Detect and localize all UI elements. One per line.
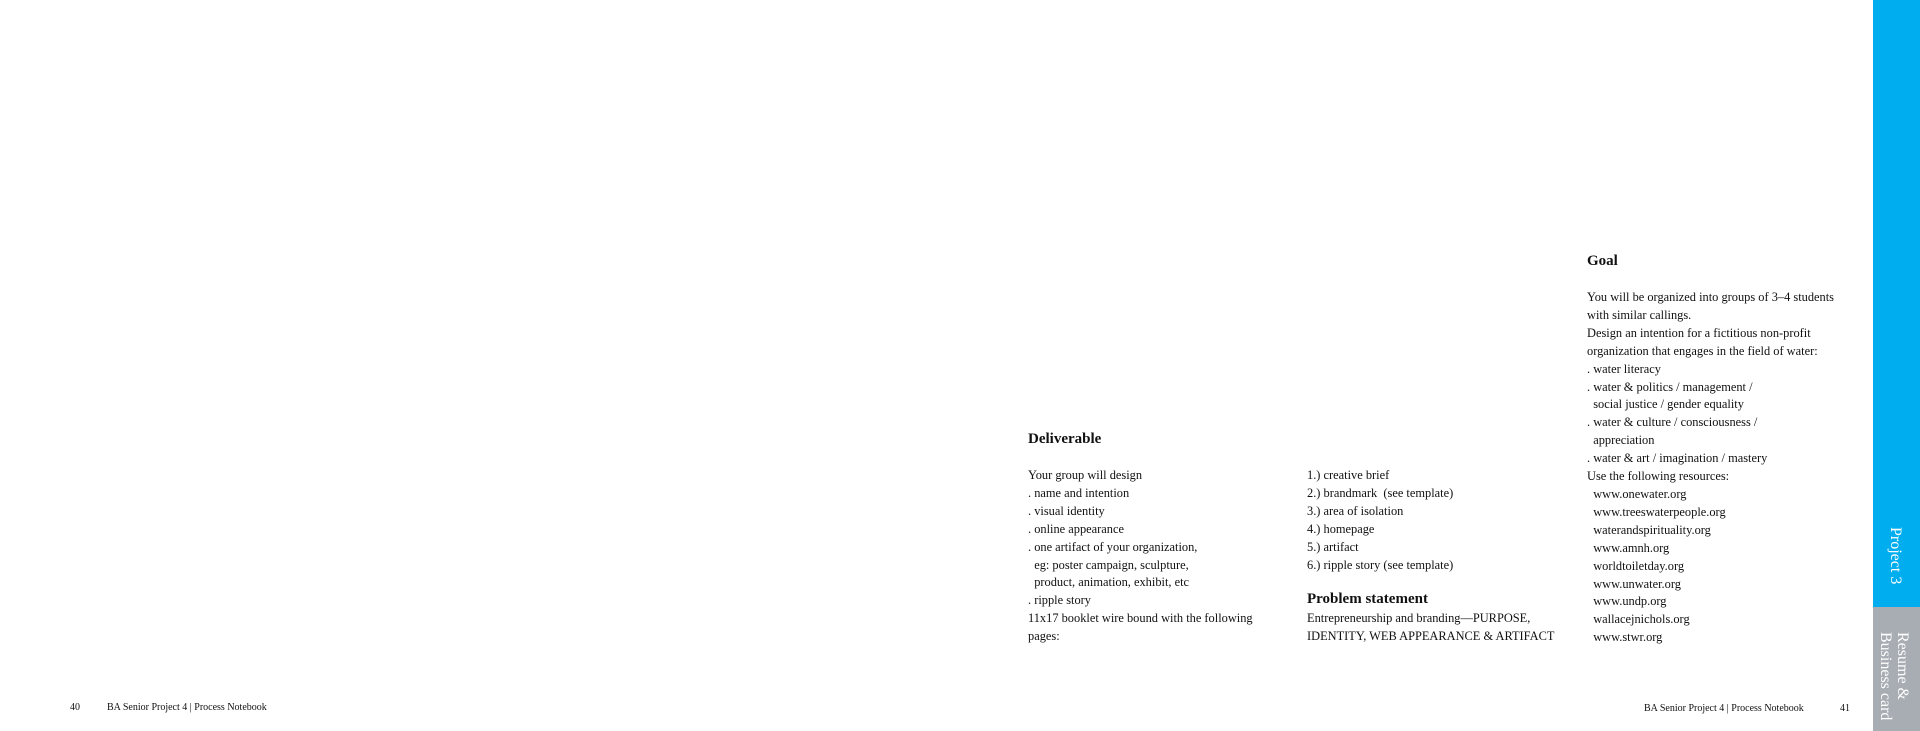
deliverable-line: product, animation, exhibit, etc	[1028, 575, 1190, 590]
pages-list-item: 6.) ripple story (see template)	[1307, 557, 1454, 572]
deliverable-line: eg: poster campaign, sculpture,	[1028, 557, 1189, 572]
resource-link: waterandspirituality.org	[1587, 522, 1711, 537]
resume-tab-label	[1877, 632, 1911, 720]
deliverable-line: . online appearance	[1028, 521, 1124, 536]
deliverable-line: 11x17 booklet wire bound with the following	[1028, 611, 1253, 626]
pages-list-item: 5.) artifact	[1307, 539, 1359, 554]
pages-list-item: 1.) creative brief	[1307, 468, 1390, 482]
right-page-number: 41	[1840, 703, 1850, 714]
pages-list-item: 3.) area of isolation	[1307, 503, 1404, 518]
problem-text	[1307, 610, 1554, 646]
problem-heading: Problem statement	[1307, 591, 1428, 607]
pages-list	[1307, 467, 1453, 574]
resource-link: wallacejnichols.org	[1587, 612, 1690, 627]
goal-line: You will be organized into groups of 3–4 students	[1587, 290, 1835, 304]
resource-link: www.onewater.org	[1587, 486, 1687, 501]
goal-line: organization that engages in the field of water:	[1587, 343, 1818, 358]
goal-line: . water & politics / management /	[1587, 379, 1753, 394]
left-page-number: 40	[70, 702, 80, 713]
pages-list-item: 4.) homepage	[1307, 521, 1375, 536]
project-3-tab	[1873, 0, 1920, 607]
problem-line: IDENTITY, WEB APPEARANCE & ARTIFACT	[1307, 628, 1555, 643]
goal-text	[1587, 289, 1834, 647]
deliverable-line: . one artifact of your organization,	[1028, 539, 1198, 554]
goal-line: Design an intention for a fictitious non-profit	[1587, 325, 1811, 340]
deliverable-line: . ripple story	[1028, 593, 1091, 608]
pages-list-item: 2.) brandmark (see template)	[1307, 485, 1454, 500]
goal-line: with similar callings.	[1587, 307, 1692, 322]
deliverable-line: . visual identity	[1028, 503, 1105, 518]
resume-tab-line: Business card	[1877, 632, 1894, 721]
resource-link: www.treeswaterpeople.org	[1587, 504, 1726, 519]
resume-tab-line: Resume &	[1894, 632, 1911, 700]
resource-link: www.amnh.org	[1587, 540, 1670, 555]
goal-line: . water literacy	[1587, 361, 1661, 376]
resource-link: www.stwr.org	[1587, 630, 1663, 645]
goal-line: Use the following resources:	[1587, 469, 1730, 484]
goal-line: social justice / gender equality	[1587, 397, 1744, 412]
resource-link: www.unwater.org	[1587, 576, 1681, 591]
resume-tab	[1873, 607, 1920, 731]
goal-line: appreciation	[1587, 433, 1655, 448]
resource-link: worldtoiletday.org	[1587, 558, 1685, 573]
resource-link: www.undp.org	[1587, 594, 1667, 609]
deliverable-heading: Deliverable	[1028, 431, 1102, 447]
project-3-tab-label: Project 3	[1887, 527, 1904, 585]
deliverable-line: . name and intention	[1028, 485, 1130, 500]
goal-heading: Goal	[1587, 253, 1618, 269]
deliverable-line: pages:	[1028, 629, 1060, 644]
goal-line: . water & art / imagination / mastery	[1587, 451, 1768, 466]
deliverable-line: Your group will design	[1028, 468, 1143, 482]
left-running-footer: BA Senior Project 4 | Process Notebook	[107, 702, 267, 713]
right-running-footer: BA Senior Project 4 | Process Notebook	[1644, 703, 1804, 714]
goal-line: . water & culture / consciousness /	[1587, 415, 1758, 430]
deliverable-text	[1028, 467, 1253, 646]
problem-line: Entrepreneurship and branding—PURPOSE,	[1307, 611, 1531, 625]
